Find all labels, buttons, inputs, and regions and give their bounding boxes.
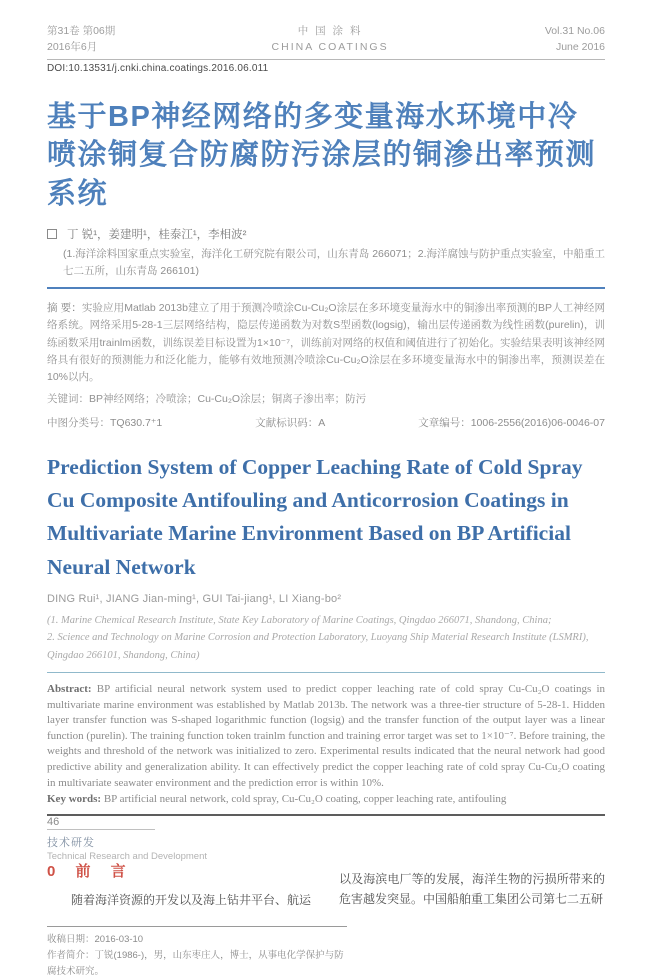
keywords-cn	[47, 391, 605, 406]
authors-row-cn	[47, 226, 605, 242]
divider-blue	[47, 287, 605, 290]
footnote-author-bio: 作者简介：丁锐(1986-)，男，山东枣庄人，博士，从事电化学保护与防腐技术研究。	[47, 949, 344, 977]
document-code: 文献标识码：A	[255, 416, 326, 429]
footnote-received-date: 收稿日期：2016-03-10	[47, 934, 144, 946]
affiliation-en-line2: 2. Science and Technology on Marine Corrosion and Protection Laboratory, Luoyang Ship Material Research Institute (LSMRI), Qingdao 266101, Shandong, China)	[47, 632, 589, 661]
journal-name-en: CHINA COATINGS	[271, 40, 389, 53]
header-issue-info	[47, 24, 115, 56]
page-number: 46	[47, 816, 60, 828]
journal-header	[47, 24, 605, 56]
doi-line: DOI:10.13531/j.cnki.china.coatings.2016.06.011	[47, 62, 269, 74]
keywords-cn-text: BP神经网络；冷喷涂；Cu-Cu₂O涂层；铜离子渗出率；防污	[89, 392, 367, 405]
paper-title-en: Prediction System of Copper Leaching Rate of Cold Spray Cu Composite Antifouling and Anticorrosion Coatings in Multivariate Marine Environment Based on BP Artificial Neural Network	[47, 454, 583, 579]
footnote	[47, 926, 347, 979]
section-0-heading: 0 前 言	[47, 862, 134, 880]
clc-number: 中图分类号：TQ630.7⁺1	[47, 416, 163, 429]
intro-right-column	[339, 860, 605, 910]
journal-name-cn: 中 国 涂 料	[297, 25, 363, 37]
volume-issue-en: Vol.31 No.06	[544, 25, 605, 37]
author-marker-box	[47, 229, 57, 239]
page-footer	[47, 816, 605, 862]
column-label-cn: 技术研发	[47, 837, 95, 849]
authors-cn: 丁 锐¹，姜建明¹，桂泰江¹，李相波²	[67, 229, 247, 242]
classification-row	[47, 415, 605, 430]
date-cn: 2016年6月	[47, 40, 98, 53]
affiliation-cn: (1.海洋涂料国家重点实验室，海洋化工研究院有限公司，山东青岛 266071；2.海洋腐蚀与防护重点实验室，中船重工七二五所，山东青岛 266101)	[63, 248, 605, 277]
volume-issue-cn: 第31卷 第06期	[47, 25, 116, 37]
abstract-en	[47, 682, 605, 791]
introduction-section	[47, 860, 605, 910]
abstract-en-label: Abstract:	[47, 683, 92, 696]
divider-teal	[47, 672, 605, 673]
keywords-en-text: BP artificial neural network, cold spray, Cu-Cu₂O coating, copper leaching rate, antifouling	[103, 793, 507, 806]
intro-left-paragraph: 随着海洋资源的开发以及海上钻井平台、航运	[71, 892, 312, 907]
affiliation-en-line1: (1. Marine Chemical Research Institute, State Key Laboratory of Marine Coatings, Qingdao 266071, Shandong, China;	[47, 615, 552, 627]
abstract-cn	[47, 300, 605, 386]
intro-right-paragraph: 以及海滨电厂等的发展，海洋生物的污损所带来的危害越发突显。中国船舶重工集团公司第七二五研	[339, 871, 605, 907]
journal-name	[272, 24, 389, 56]
affiliation-en	[47, 612, 605, 664]
keywords-en	[47, 793, 605, 805]
header-volume-info	[545, 24, 605, 56]
abstract-cn-text: 实验应用Matlab 2013b建立了用于预测冷喷涂Cu-Cu₂O涂层在多环境变量海水中的铜渗出率预测的BP人工神经网络系统。网络采用5-28-1三层网络结构，隐层传递函数为对数S型函数(logsig)，输出层传递函数为线性函数(purelin)，训练函数采用trainlm函数，训练误差目标设置为1×10⁻⁷，训练前对网络的权值和阈值进行了初始化。实验结果表明该神经网络具有很好的预测能力和泛化能力，能够有效地预测冷喷涂Cu-Cu₂O涂层在多环境变量海水中的铜渗出率，预测误差在10%以内。	[47, 302, 605, 383]
paper-title-cn: 基于BP神经网络的多变量海水环境中冷喷涂铜复合防腐防污涂层的铜渗出率预测系统	[47, 100, 597, 210]
abstract-cn-label: 摘 要：	[47, 302, 82, 315]
keywords-en-label: Key words:	[47, 793, 102, 806]
date-en: June 2016	[555, 40, 605, 53]
intro-left-column	[47, 860, 313, 910]
abstract-en-text: BP artificial neural network system used to predict copper leaching rate of cold spray Cu-Cu₂O coatings in multivariate marine environment was established by Matlab 2013b. The network was a three-tier structure of 5-28-1. Hidden layer transfer function was S-shaped logarithmic function (logsig) and the transfer function of the output layer was a linear function (purelin). The training function token trainlm function and training error target was set to 1×10⁻⁷. Before training, the weights and threshold of the network was initialized to zero. Experimental results indicated that the neural network had good predictive ability and generalization ability. It can effectively predict the copper leaching rate of cold spray Cu-Cu₂O coating in multivariate seawater environment and the prediction error is within 10%.	[47, 683, 606, 789]
header-divider	[47, 59, 605, 60]
keywords-cn-label: 关键词：	[47, 392, 89, 405]
footer-rule	[47, 829, 155, 830]
authors-en: DING Rui¹, JIANG Jian-ming¹, GUI Tai-jiang¹, LI Xiang-bo²	[47, 593, 342, 606]
article-number: 文章编号：1006-2556(2016)06-0046-07	[418, 416, 605, 429]
column-label-en: Technical Research and Development	[47, 851, 208, 862]
